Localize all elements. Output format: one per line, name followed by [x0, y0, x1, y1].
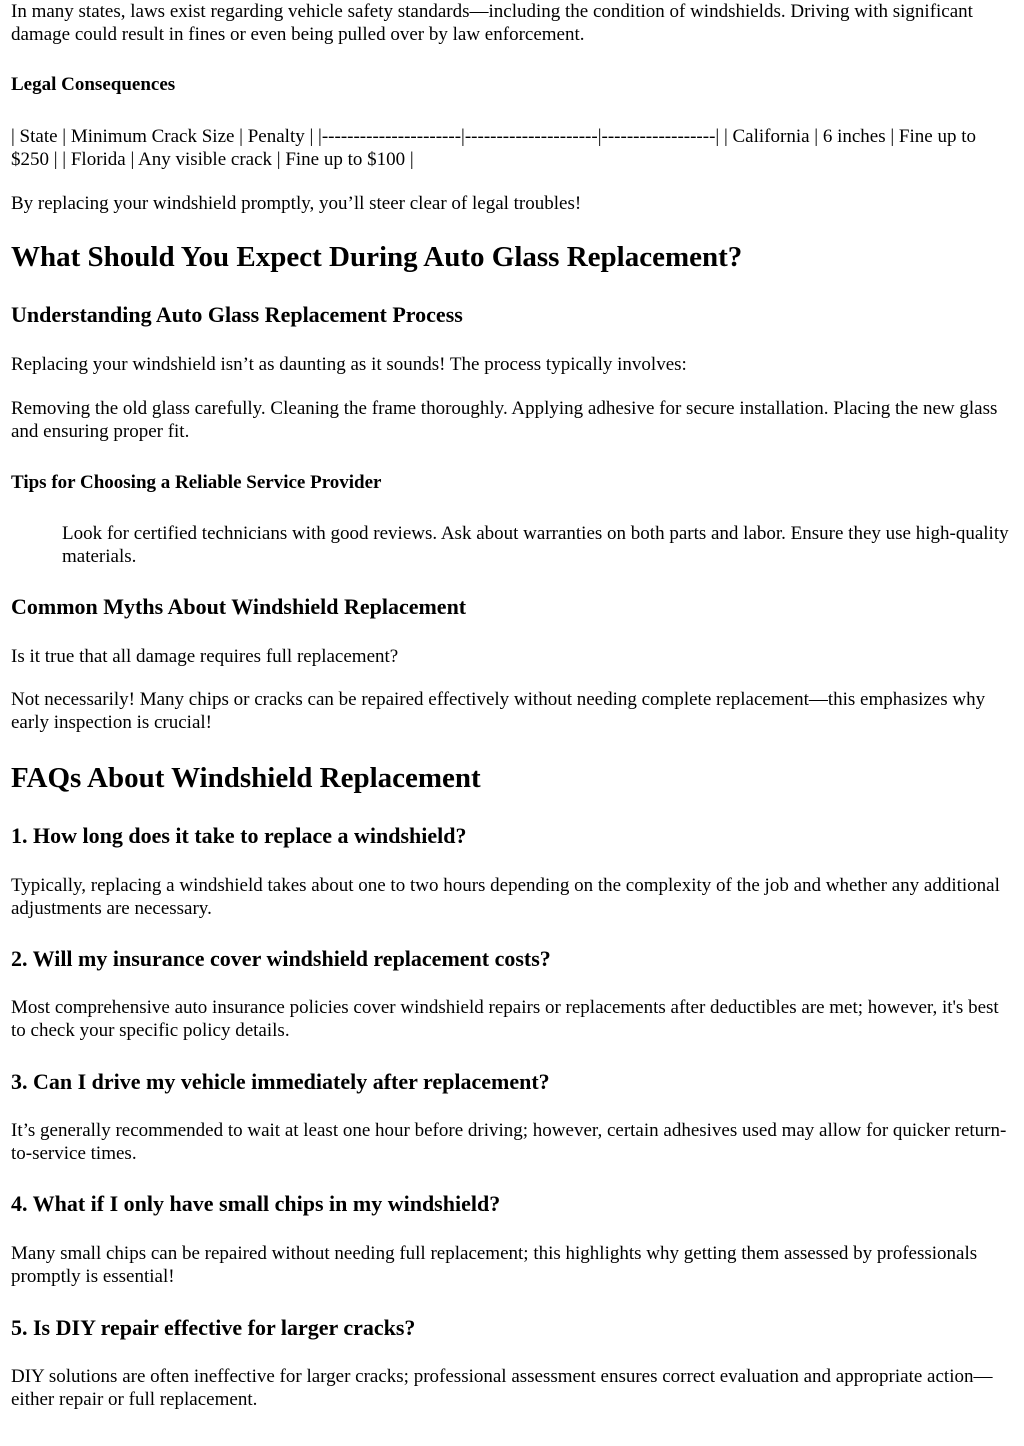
myths-heading: Common Myths About Windshield Replacement: [11, 594, 467, 619]
process-heading: Understanding Auto Glass Replacement Process: [11, 302, 463, 327]
tips-blockquote: Look for certified technicians with good reviews. Ask about warranties on both parts and labor. Ensure they use high-quality materials.: [62, 523, 1009, 567]
faq-question-5: 5. Is DIY repair effective for larger cracks?: [11, 1315, 416, 1340]
faq-answer-1: Typically, replacing a windshield takes about one to two hours depending on the complexity of the job and whether any additional adjustments are necessary.: [11, 875, 1000, 919]
faq-question-2: 2. Will my insurance cover windshield replacement costs?: [11, 946, 551, 971]
faq-question-4: 4. What if I only have small chips in my windshield?: [11, 1191, 501, 1216]
expect-section-heading: What Should You Expect During Auto Glass Replacement?: [11, 241, 743, 273]
legal-closing-paragraph: By replacing your windshield promptly, you’ll steer clear of legal troubles!: [11, 193, 582, 214]
process-intro-paragraph: Replacing your windshield isn’t as daunting as it sounds! The process typically involves:: [11, 354, 687, 375]
legal-consequences-heading: Legal Consequences: [11, 74, 176, 95]
faqs-heading: FAQs About Windshield Replacement: [11, 762, 481, 794]
faq-answer-5: DIY solutions are often ineffective for larger cracks; professional assessment ensures correct evaluation and appropriate action—either repair or full replacement.: [11, 1366, 993, 1410]
process-steps-paragraph: Removing the old glass carefully. Cleaning the frame thoroughly. Applying adhesive for secure installation. Placing the new glass and ensuring proper fit.: [11, 398, 998, 442]
faq-answer-2: Most comprehensive auto insurance policies cover windshield repairs or replacements after deductibles are met; however, it's best to check your specific policy details.: [11, 997, 999, 1041]
faq-answer-3: It’s generally recommended to wait at least one hour before driving; however, certain adhesives used may allow for quicker return-to-service times.: [11, 1120, 1007, 1164]
intro-paragraph: In many states, laws exist regarding vehicle safety standards—including the condition of windshields. Driving with significant damage could result in fines or even being pulled over by law enforcement.: [11, 1, 973, 45]
faq-answer-4: Many small chips can be repaired without needing full replacement; this highlights why getting them assessed by professionals promptly is essential!: [11, 1243, 978, 1287]
faq-question-1: 1. How long does it take to replace a windshield?: [11, 823, 467, 848]
penalty-table-text: | State | Minimum Crack Size | Penalty | |----------------------|---------------------|------------------| | California | 6 inches | Fine up to $250 | | Florida | Any visible crack | Fine up to $100 |: [11, 126, 976, 170]
tips-heading: Tips for Choosing a Reliable Service Provider: [11, 472, 382, 493]
faq-question-3: 3. Can I drive my vehicle immediately after replacement?: [11, 1069, 550, 1094]
myths-answer: Not necessarily! Many chips or cracks can be repaired effectively without needing complete replacement—this emphasizes why early inspection is crucial!: [11, 689, 986, 733]
myths-question: Is it true that all damage requires full replacement?: [11, 646, 399, 667]
